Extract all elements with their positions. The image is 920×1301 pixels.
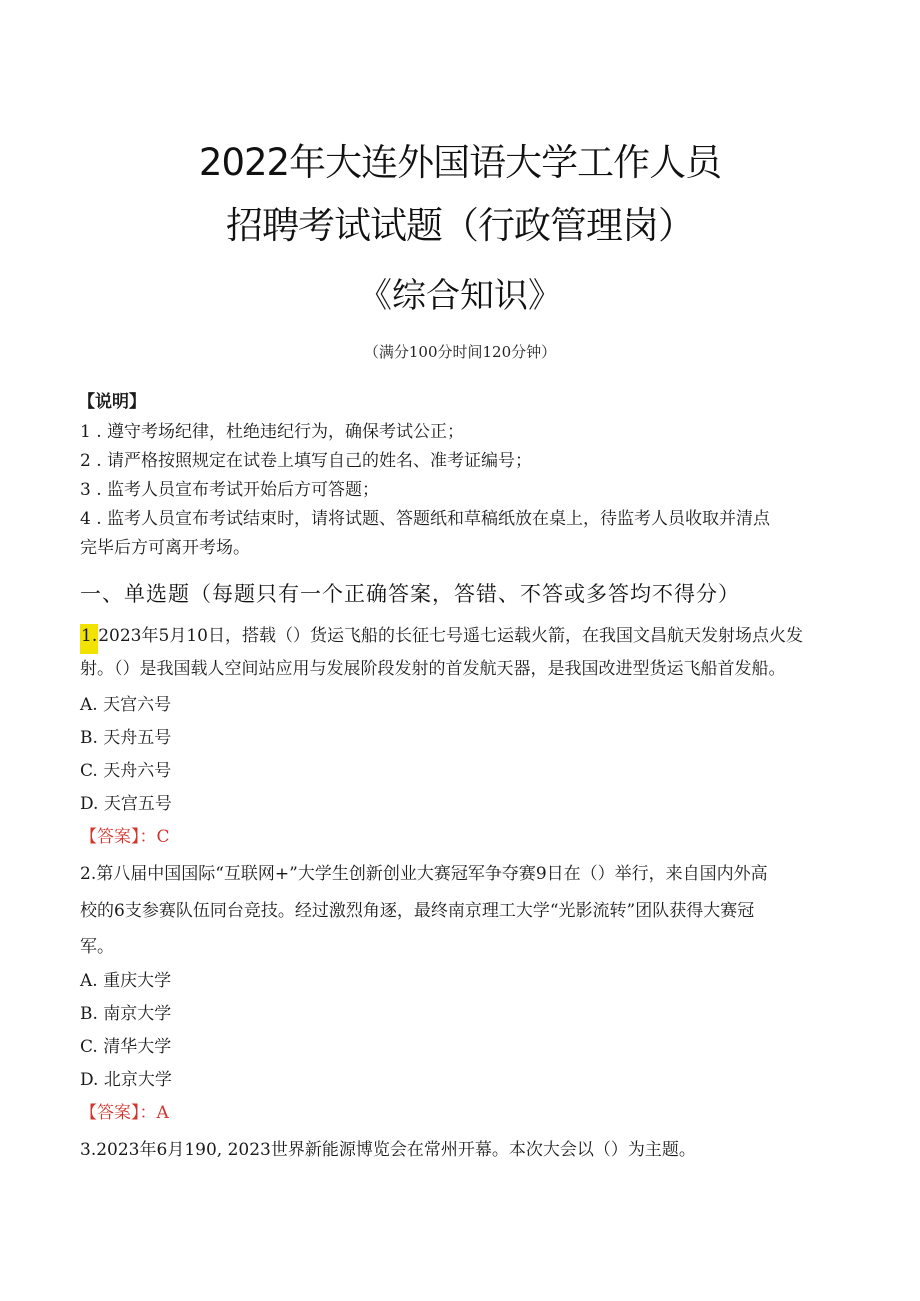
option-d: D. 北京大学 xyxy=(80,1070,172,1090)
question-text: 2023年5月10日，搭载（）货运飞船的长征七号遥七运载火箭，在我国文昌航天发射场点火发 xyxy=(98,626,803,646)
answer-label: 【答案】： xyxy=(80,827,157,847)
option-a: A. 天宫六号 xyxy=(80,695,172,715)
question-number-highlight: 1. xyxy=(80,624,98,654)
question-line: 校的6支参赛队伍同台竞技。经过激烈角逐，最终南京理工大学“光影流转”团队获得大赛冠 xyxy=(80,901,755,921)
title-line-2: 招聘考试试题（行政管理岗） xyxy=(226,204,694,247)
answer-line xyxy=(80,1101,169,1125)
subtitle: 《综合知识》 xyxy=(358,276,562,316)
score-info: （满分100分时间120分钟） xyxy=(363,343,557,361)
question-line: 军。 xyxy=(80,937,114,957)
note-item: 4 . 监考人员宣布考试结束时，请将试题、答题纸和草稿纸放在桌上，待监考人员收取并清点 xyxy=(80,509,771,529)
option-c: C. 天舟六号 xyxy=(80,761,172,781)
question-number: 3. xyxy=(80,1140,97,1160)
option-c: C. 清华大学 xyxy=(80,1037,172,1057)
note-item: 3 . 监考人员宣布考试开始后方可答题； xyxy=(80,480,380,500)
section-heading: 一、单选题（每题只有一个正确答案，答错、不答或多答均不得分） xyxy=(80,582,740,606)
question-line xyxy=(80,624,803,648)
answer-label: 【答案】： xyxy=(80,1103,157,1123)
option-a: A. 重庆大学 xyxy=(80,971,172,991)
answer-line xyxy=(80,825,170,849)
note-item: 完毕后方可离开考场。 xyxy=(80,538,250,558)
note-item: 2 . 请严格按照规定在试卷上填写自己的姓名、准考证编号； xyxy=(80,451,533,471)
answer-value: A xyxy=(156,1103,169,1123)
question-line xyxy=(80,1138,696,1162)
question-number: 2. xyxy=(80,864,97,884)
question-line: 射。（）是我国载人空间站应用与发展阶段发射的首发航天器，是我国改进型货运飞船首发船。 xyxy=(80,659,786,679)
question-text: 2023年6月190, 2023世界新能源博览会在常州开幕。本次大会以（）为主题。 xyxy=(96,1140,696,1160)
question-line xyxy=(80,862,768,886)
option-b: B. 天舟五号 xyxy=(80,728,172,748)
notes-heading: 【说明】 xyxy=(78,392,146,412)
note-item: 1 . 遵守考场纪律，杜绝违纪行为，确保考试公正； xyxy=(80,422,465,442)
title-line-1: 2022年大连外国语大学工作人员 xyxy=(198,141,722,184)
answer-value: C xyxy=(156,827,170,847)
option-b: B. 南京大学 xyxy=(80,1004,172,1024)
option-d: D. 天宫五号 xyxy=(80,794,172,814)
question-text: 第八届中国国际“互联网+”大学生创新创业大赛冠军争夺赛9日在（）举行，来自国内外高 xyxy=(96,864,768,884)
